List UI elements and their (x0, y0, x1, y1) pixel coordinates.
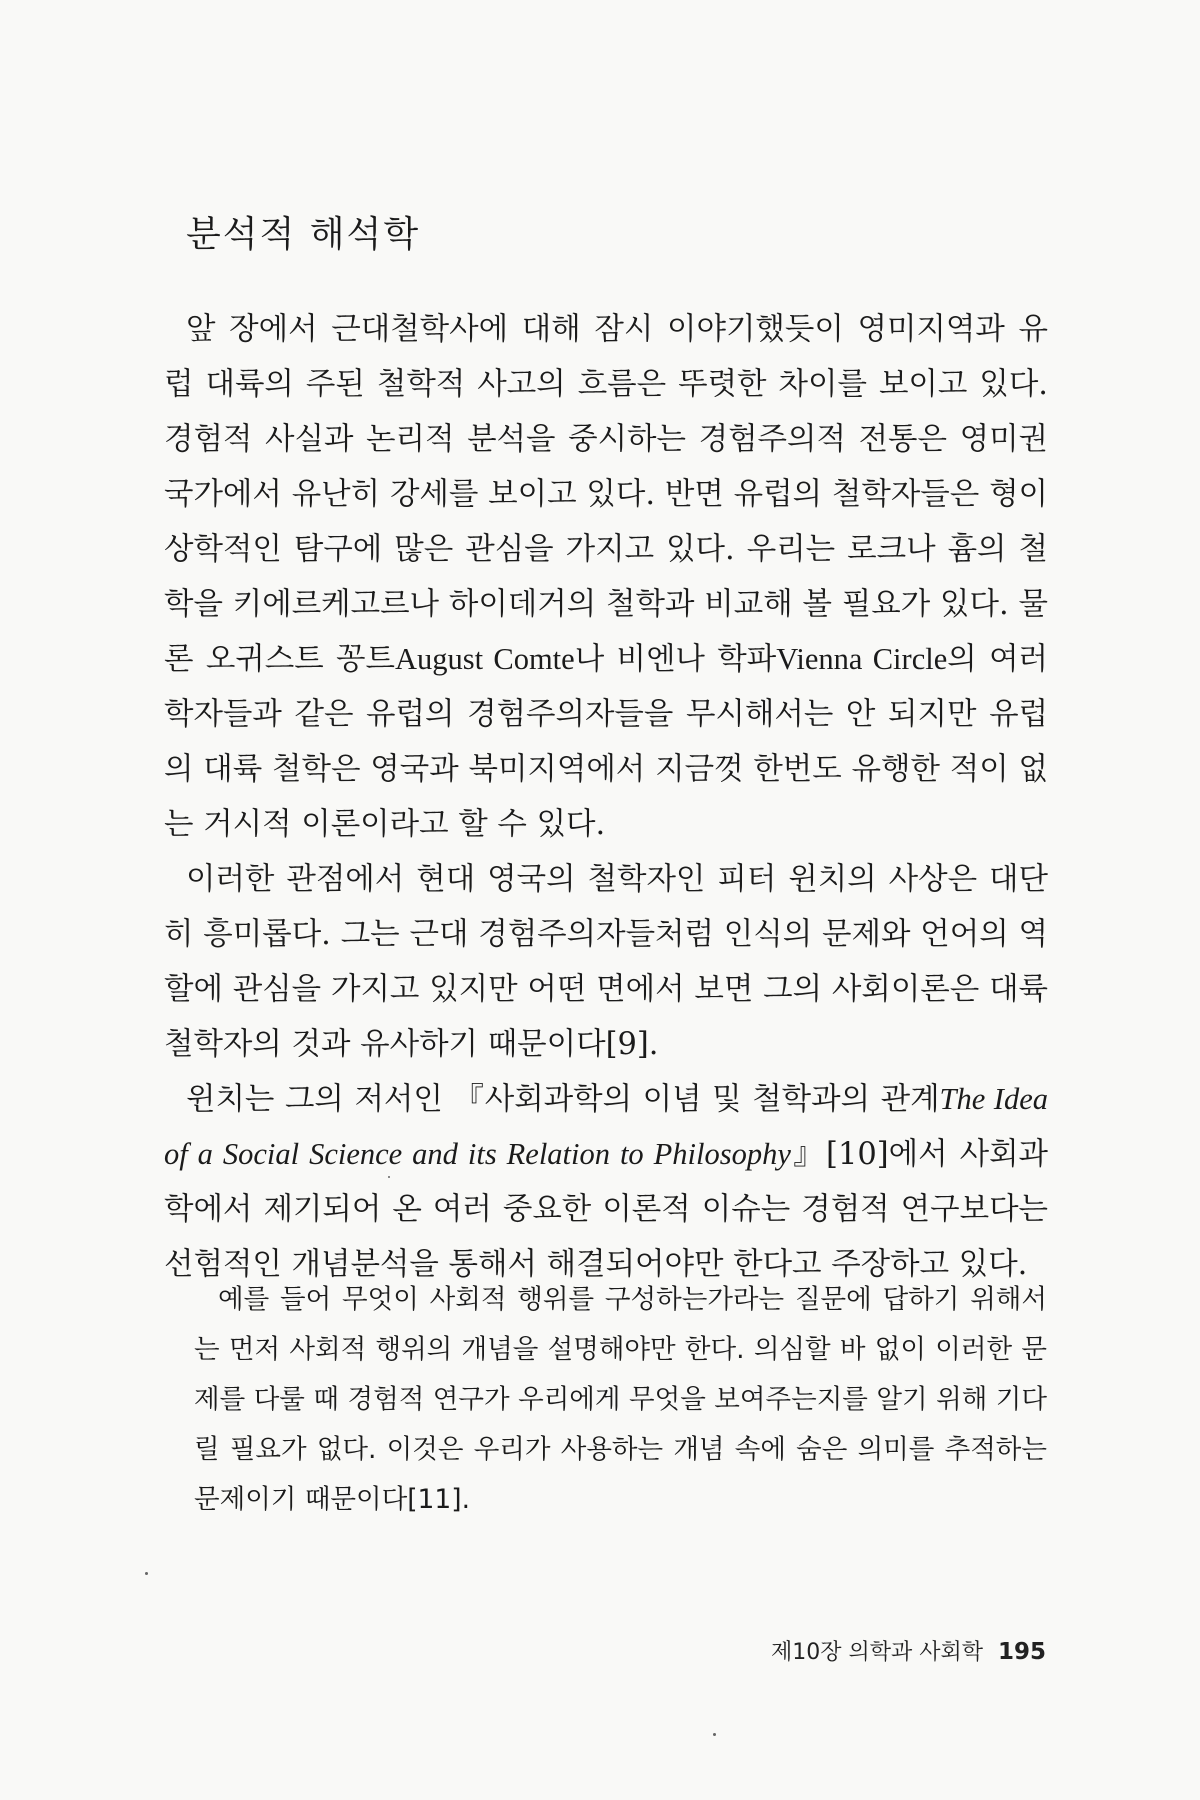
paragraph-1-latin-name: August Comte (394, 642, 575, 676)
footer-chapter: 제10장 의학과 사회학 (770, 1640, 983, 1665)
scan-speck (145, 1572, 148, 1575)
paragraph-1 (164, 302, 1048, 852)
paragraph-3-end: 』[10]에서 사회과학에서 제기되어 온 여러 중요한 이론적 이슈는 경험적 연구보다는 선험적인 개념분석을 통해서 해결되어야만 한다고 주장하고 있다. (164, 1137, 1048, 1282)
paragraph-1-text: 앞 장에서 근대철학사에 대해 잠시 이야기했듯이 영미지역과 유럽 대륙의 주된 철학적 사고의 흐름은 뚜렷한 차이를 보이고 있다. 경험적 사실과 논리적 분석을 중시하는 경험주의적 전통은 영미권 국가에서 유난히 강세를 보이고 있다. 반면 유럽의 철학자들은 형이상학적인 탐구에 많은 관심을 가지고 있다. 우리는 로크나 흄의 철학을 키에르케고르나 하이데거의 철학과 비교해 볼 필요가 있다. 물론 오귀스트 꽁트 (164, 312, 1048, 677)
book-title-italic: The Idea of a Social Science and its Relation to Philosophy (164, 1082, 1048, 1171)
scan-speck (388, 1176, 390, 1178)
paragraph-1-latin-circle: Vienna Circle (776, 642, 948, 676)
paragraph-1-mid: 나 비엔나 학파 (574, 642, 777, 677)
page-number: 195 (997, 1639, 1046, 1665)
block-quote (194, 1275, 1047, 1525)
scan-speck (713, 1733, 716, 1736)
body-text (164, 302, 1048, 1292)
block-quote-text: 예를 들어 무엇이 사회적 행위를 구성하는가라는 질문에 답하기 위해서는 먼저 사회적 행위의 개념을 설명해야만 한다. 의심할 바 없이 이러한 문제를 다룰 때 경험적 연구가 우리에게 무엇을 보여주는지를 알기 위해 기다릴 필요가 없다. 이것은 우리가 사용하는 개념 속에 숨은 의미를 추적하는 문제이기 때문이다[11]. (194, 1284, 1047, 1515)
paragraph-2: 이러한 관점에서 현대 영국의 철학자인 피터 윈치의 사상은 대단히 흥미롭다. 그는 근대 경험주의자들처럼 인식의 문제와 언어의 역할에 관심을 가지고 있지만 어떤 면에서 보면 그의 사회이론은 대륙 철학자의 것과 유사하기 때문이다[9]. (164, 862, 1048, 1062)
page-footer (771, 1635, 1046, 1666)
paragraph-3-start: 윈치는 그의 저서인 『사회과학의 이념 및 철학과의 관계 (186, 1082, 940, 1117)
paragraph-1-end: 의 여러 학자들과 같은 유럽의 경험주의자들을 무시해서는 안 되지만 유럽의 대륙 철학은 영국과 북미지역에서 지금껏 한번도 유행한 적이 없는 거시적 이론이라고 할 수 있다. (164, 642, 1048, 842)
paragraph-3 (164, 1072, 1048, 1292)
section-title: 분석적 해석학 (186, 214, 421, 255)
